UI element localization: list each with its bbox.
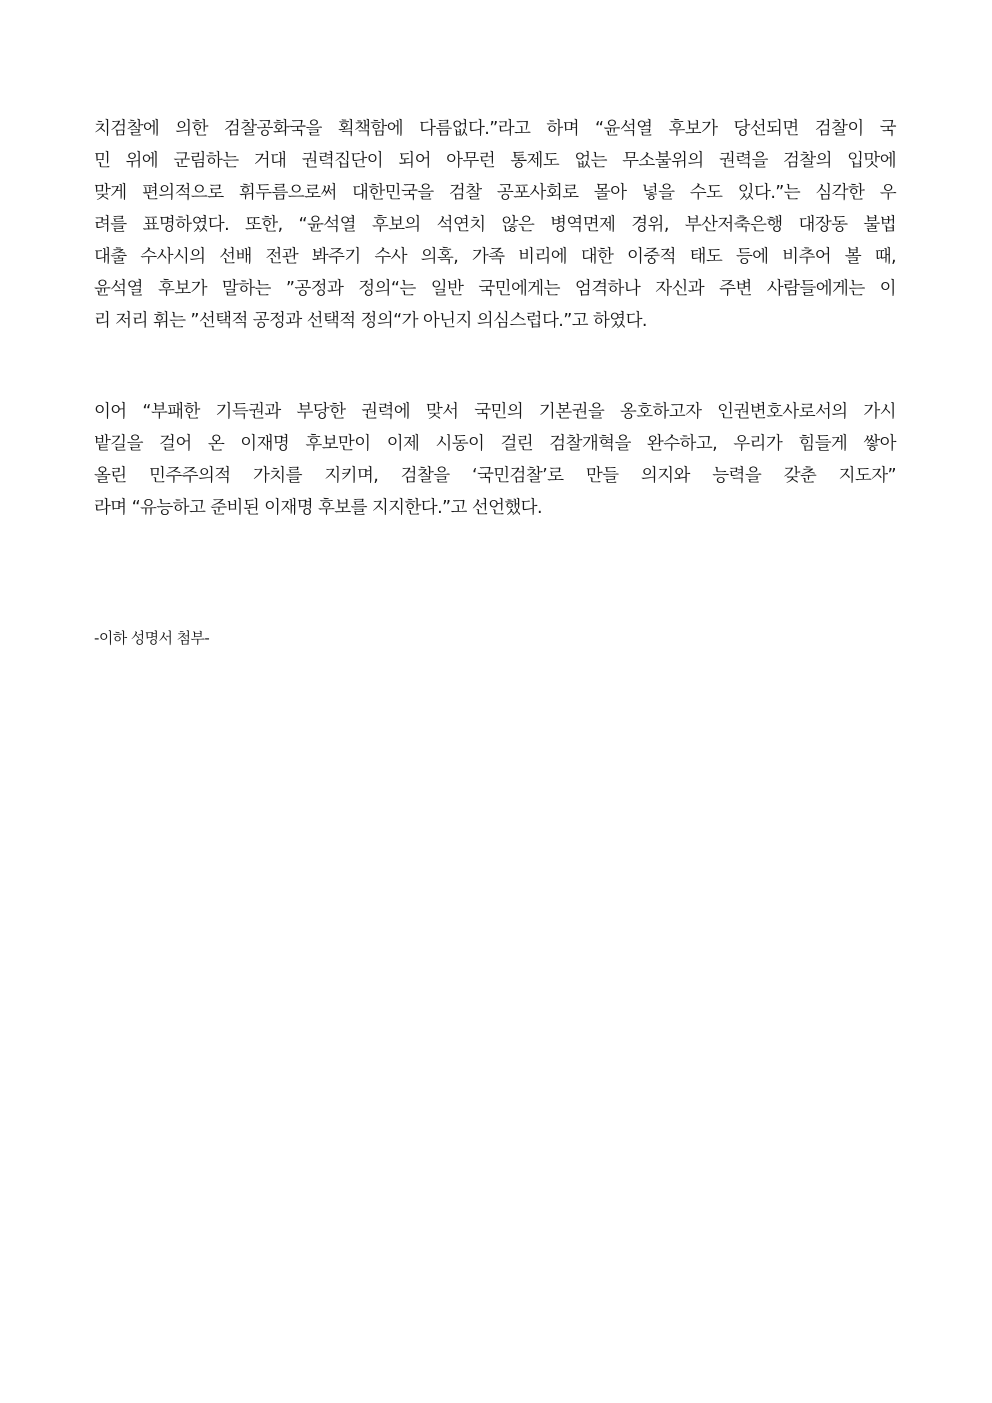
paragraph-line: 올린 민주주의적 가치를 지키며, 검찰을 ‘국민검찰’로 만들 의지와 능력을 갖춘 지도자”: [94, 466, 896, 486]
paragraph-line: 리 저리 휘는 ”선택적 공정과 선택적 정의“가 아닌지 의심스럽다.”고 하였다.: [94, 311, 647, 331]
paragraph-statement-support: [94, 396, 896, 524]
paragraph-line: 이어 “부패한 기득권과 부당한 권력에 맞서 국민의 기본권을 옹호하고자 인권변호사로서의 가시: [94, 402, 896, 422]
paragraph-line: 라며 “유능하고 준비된 이재명 후보를 지지한다.”고 선언했다.: [94, 498, 542, 518]
paragraph-line: 민 위에 군림하는 거대 권력집단이 되어 아무런 통제도 없는 무소불위의 권력을 검찰의 입맛에: [94, 151, 896, 171]
attachment-note: -이하 성명서 첨부-: [94, 629, 210, 647]
paragraph-line: 대출 수사시의 선배 전관 봐주기 수사 의혹, 가족 비리에 대한 이중적 태도 등에 비추어 볼 때,: [94, 247, 896, 267]
paragraph-line: 려를 표명하였다. 또한, “윤석열 후보의 석연치 않은 병역면제 경위, 부산저축은행 대장동 불법: [94, 215, 896, 235]
paragraph-line: 맞게 편의적으로 휘두름으로써 대한민국을 검찰 공포사회로 몰아 넣을 수도 있다.”는 심각한 우: [94, 183, 896, 203]
paragraph-line: 윤석열 후보가 말하는 ”공정과 정의“는 일반 국민에게는 엄격하나 자신과 주변 사람들에게는 이: [94, 279, 896, 299]
paragraph-line: 밭길을 걸어 온 이재명 후보만이 이제 시동이 걸린 검찰개혁을 완수하고, 우리가 힘들게 쌓아: [94, 434, 896, 454]
paragraph-line: 치검찰에 의한 검찰공화국을 획책함에 다름없다.”라고 하며 “윤석열 후보가 당선되면 검찰이 국: [94, 119, 896, 139]
paragraph-statement-criticism: [94, 113, 896, 337]
